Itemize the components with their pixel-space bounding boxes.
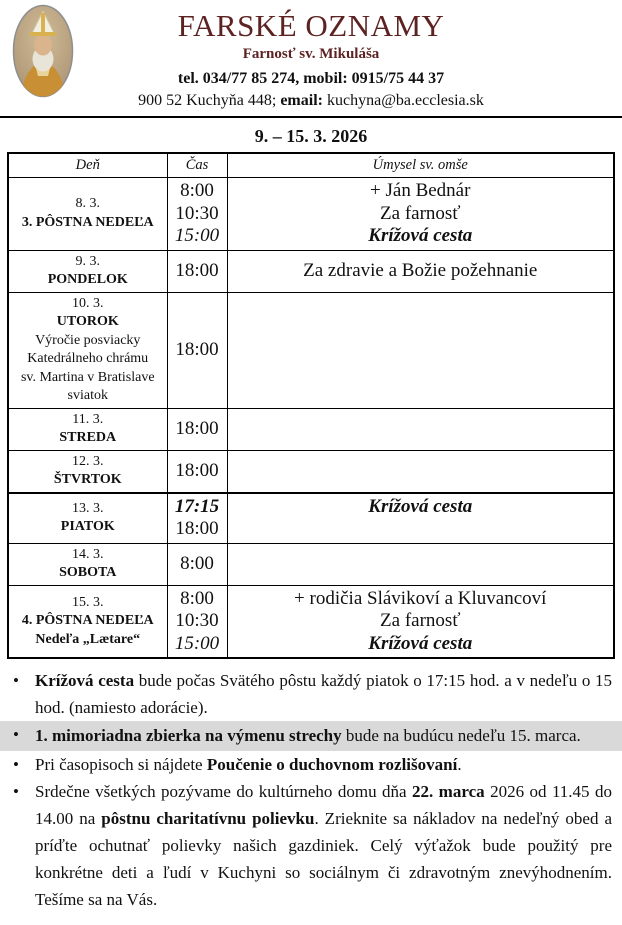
announcement-item [0, 751, 622, 778]
time-cell [167, 178, 227, 251]
mass-time: 10:30 [175, 610, 219, 631]
day-cell [8, 292, 167, 408]
mass-time: 8:00 [180, 552, 214, 574]
day-line: 13. 3. [72, 500, 104, 516]
day-line: 9. 3. [75, 253, 100, 269]
column-header-time: Čas [167, 153, 227, 178]
parish-subtitle: Farnosť sv. Mikuláša [242, 46, 380, 62]
announcements-list [0, 667, 622, 913]
mass-intention: Krížová cesta [368, 225, 473, 246]
address-line [8, 90, 614, 112]
time-cell [167, 543, 227, 585]
day-line: 15. 3. [72, 594, 104, 610]
time-cell [167, 585, 227, 658]
bulletin-header [0, 0, 622, 118]
mass-intention: Za farnosť [380, 202, 461, 224]
day-cell [8, 585, 167, 658]
announcement-item [0, 721, 622, 751]
mass-intention [230, 553, 612, 576]
day-cell [8, 250, 167, 292]
bullet-icon: • [13, 725, 19, 744]
announcement-text: 2026 od 11.45 do 14.00 na [35, 782, 612, 828]
table-row [8, 493, 614, 544]
bullet-icon: • [13, 782, 19, 801]
day-line: UTOROK [56, 314, 119, 329]
table-row [8, 585, 614, 658]
mass-schedule-table [7, 152, 615, 659]
mass-time: 18:00 [175, 459, 219, 481]
announcement-text: . Zrieknite sa nákladov na nedeľný obed a príďte ochutnať polievky našich gazdiniek. Celý výťažok bude použitý pre konkrétne deti a ľudí v Kuchyni so sociálnym či zdravotným znevýhodnením. Tešíme sa na Vás. [35, 809, 612, 909]
announcement-text: bude počas Svätého pôstu každý piatok o 17:15 hod. a v nedeľu o 15 hod. (namiesto adorácie). [35, 671, 613, 717]
email-address: kuchyna@ba.ecclesia.sk [322, 92, 484, 109]
mass-intention: + rodičia Slávikoví a Kluvancoví [294, 587, 547, 609]
column-header-intention: Úmysel sv. omše [227, 153, 614, 178]
day-line: 12. 3. [72, 453, 104, 469]
day-line: PONDELOK [47, 272, 128, 287]
intention-cell [227, 585, 614, 658]
day-line: 8. 3. [75, 196, 100, 212]
mass-time: 18:00 [175, 518, 219, 539]
day-line: ŠTVRTOK [53, 472, 122, 487]
table-row [8, 178, 614, 251]
announcement-text: Pri časopisoch si nájdete [35, 755, 207, 774]
intention-cell [227, 493, 614, 544]
table-row [8, 250, 614, 292]
day-line: STREDA [59, 430, 117, 445]
mass-time: 17:15 [174, 495, 220, 517]
day-cell [8, 543, 167, 585]
day-line: Katedrálneho chrámu [27, 351, 149, 366]
day-cell [8, 408, 167, 450]
intention-cell [227, 250, 614, 292]
mass-intention [230, 460, 612, 483]
day-cell [8, 178, 167, 251]
day-cell [8, 493, 167, 544]
table-row [8, 408, 614, 450]
day-line: sviatok [67, 388, 108, 403]
day-line: 3. PÔSTNA NEDEĽA [21, 214, 154, 230]
mass-time: 8:00 [180, 180, 214, 201]
intention-cell [227, 543, 614, 585]
day-line: 10. 3. [72, 295, 104, 311]
intention-cell [227, 292, 614, 408]
mass-time: 18:00 [175, 259, 219, 281]
week-date-range: 9. – 15. 3. 2026 [254, 126, 368, 146]
announcement-item [0, 778, 622, 913]
saint-nicholas-portrait-image [12, 4, 74, 98]
intention-cell [227, 450, 614, 493]
time-cell [167, 450, 227, 493]
day-cell [8, 450, 167, 493]
mass-intention: Krížová cesta [368, 632, 473, 654]
day-line: SOBOTA [59, 565, 117, 580]
mass-intention: + Ján Bednár [370, 180, 471, 201]
bullet-icon: • [13, 671, 19, 690]
column-header-day: Deň [8, 153, 167, 178]
announcement-text: Srdečne všetkých pozývame do kultúrneho domu dňa [35, 782, 412, 801]
mass-time: 10:30 [175, 202, 219, 224]
mass-intention [230, 339, 612, 362]
announcement-text: 1. mimoriadna zbierka na výmenu strechy [35, 726, 342, 745]
table-row [8, 543, 614, 585]
day-line: 11. 3. [72, 411, 104, 427]
announcement-text: Krížová cesta [35, 671, 135, 690]
mass-time: 18:00 [175, 417, 219, 439]
announcement-text: pôstnu charitatívnu polievku [101, 809, 315, 828]
address-text: 900 52 Kuchyňa 448; [138, 92, 281, 109]
day-line: Výročie posviacky [35, 332, 141, 348]
mass-intention [230, 518, 612, 541]
intention-cell [227, 178, 614, 251]
mass-time: 18:00 [175, 338, 219, 360]
time-cell [167, 250, 227, 292]
mass-time: 15:00 [174, 225, 220, 246]
mass-intention [230, 418, 612, 441]
announcement-text: . [457, 755, 462, 774]
mass-time: 8:00 [180, 587, 214, 609]
time-cell [167, 493, 227, 544]
time-cell [167, 292, 227, 408]
email-label: email: [280, 92, 323, 109]
time-cell [167, 408, 227, 450]
schedule-table-body [8, 178, 614, 659]
announcement-text: 22. marca [412, 782, 485, 801]
page-title: FARSKÉ OZNAMY [177, 8, 445, 43]
mass-intention: Za zdravie a Božie požehnanie [303, 259, 538, 281]
phone-line: tel. 034/77 85 274, mobil: 0915/75 44 37 [177, 70, 445, 87]
day-line: PIATOK [60, 519, 115, 534]
announcement-text: bude na budúcu nedeľu 15. marca. [341, 726, 581, 745]
table-row [8, 292, 614, 408]
day-line: 14. 3. [72, 546, 104, 562]
day-line: 4. PÔSTNA NEDEĽA [21, 613, 154, 628]
mass-intention: Krížová cesta [368, 495, 473, 517]
mass-time: 15:00 [174, 632, 220, 654]
announcement-text: Poučenie o duchovnom rozlišovaní [206, 755, 458, 774]
table-header [8, 153, 614, 178]
mass-intention: Za farnosť [380, 610, 461, 631]
table-row [8, 450, 614, 493]
day-line: Nedeľa „Lætare“ [35, 631, 141, 647]
bullet-icon: • [13, 755, 19, 774]
intention-cell [227, 408, 614, 450]
day-line: sv. Martina v Bratislave [20, 369, 155, 385]
announcement-item [0, 667, 622, 721]
